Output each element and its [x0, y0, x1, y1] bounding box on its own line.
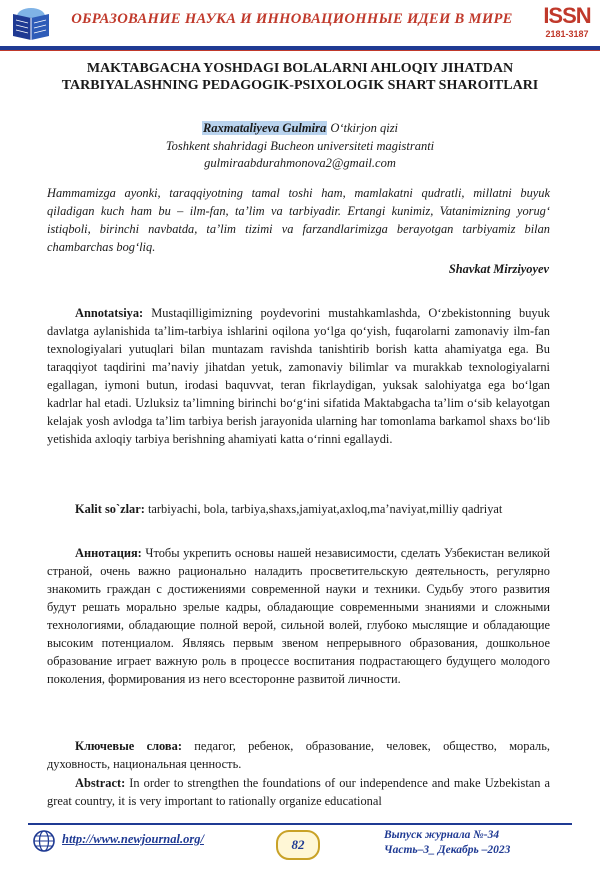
globe-icon [32, 829, 56, 853]
abstract-en-label: Abstract: [75, 776, 126, 790]
issue-line: Выпуск журнала №-34 [384, 829, 500, 841]
keywords-uz [47, 500, 550, 518]
footer-divider [28, 823, 572, 825]
annotation-ru-label: Аннотация: [75, 546, 142, 560]
keywords-ru [47, 737, 550, 773]
annotation-uz [47, 304, 550, 448]
abstract-en [47, 774, 550, 810]
author-line [40, 121, 560, 136]
book-logo-icon [8, 4, 54, 42]
epigraph-quote: Hammamizga ayonki, taraqqiyotning tamal toshi ham, mamlakatni qudratli, millatni buyuk qiladigan kuch ham bu – ilm-fan, ta’lim va tarbiyadir. Ertangi kunimiz, Vatanimizning yorug‘ istiqboli, birinchi navbatda, ta’lim tizimi va farzandlarimizga berayotgan tarbiyamiz bilan chambarchas bog‘liq. [47, 186, 550, 254]
article-title [40, 60, 560, 94]
issn-number: 2181-3187 [545, 29, 589, 39]
keywords-ru-label: Ключевые слова: [75, 739, 182, 753]
journal-title: ОБРАЗОВАНИЕ НАУКА И ИННОВАЦИОННЫЕ ИДЕИ В МИРЕ [71, 11, 513, 27]
page-number: 82 [276, 830, 320, 860]
issn-badge [540, 5, 594, 39]
annotation-uz-text: Mustaqilligimizning poydevorini mustahkamlashda, O‘zbekistonning buyuk davlatga aylanishida ta’lim-tarbiya ishlarini oqilona yo‘lga qo‘yish, fuqarolarni zamonaviy ilm-fan texnologiyalari yutuqlari bilan muntazam ravishda tanishtirib borish katta ahamiyatga ega. Bu taraqqiyot taqdirini ma’naviy jihatdan yetuk, zamonaviy bilimlar va murakkab texnologiyalarni egallagan, iymoni butun, irodasi baquvvat, teran fikrlaydigan, yuksak salohiyatga ega bo‘lgan kadrlar hal etadi. Uzluksiz ta’limning birinchi bo‘g‘ini sifatida Maktabgacha ta’lim o‘sib kelayotgan kelajak yosh avlodga ta’lim tarbiya berish jarayonida ularning har tomonlama barkamol shaxs bo‘lib yetishida axloqiy tarbiya berishning ahamiyati katta o‘rinni egallaydi. [47, 306, 550, 446]
journal-header [0, 0, 600, 46]
annotation-ru-text: Чтобы укрепить основы нашей независимости, сделать Узбекистан великой страной, очень важно рационально наладить просветительскую деятельность, регулярно знакомить граждан с достижениями современной науки и техники. Судьбу этого развития будут решать морально зрелые кадры, обладающие современными знаниями и сложными технологиями, обладающие полной верой, сильной волей, глубоко мыслящие и обладающие высоким потенциалом. Являясь первым звеном непрерывного образования, дошкольное образование играет важную роль в процессе воспитания подрастающего будущего молодого поколения, формирования из него всесторонне развитой личности. [47, 546, 550, 686]
article-title-line: MAKTABGACHA YOSHDAGI BOLALARNI AHLOQIY JIHATDAN [86, 61, 514, 76]
epigraph-author: Shavkat Mirziyoyev [448, 262, 549, 276]
journal-url-link[interactable]: http://www.newjournal.org/ [62, 832, 204, 846]
keywords-uz-label: Kalit so`zlar: [75, 502, 145, 516]
keywords-ru-text: педагог, ребенок, образование, человек, общество, мораль, духовность, национальная ценность. [47, 739, 550, 771]
author-affiliation: Toshkent shahridagi Bucheon universiteti magistranti [165, 139, 435, 153]
annotation-uz-label: Annotatsiya: [75, 306, 144, 320]
keywords-uz-text: tarbiyachi, bola, tarbiya,shaxs,jamiyat,axloq,ma’naviyat,milliy qadriyat [144, 502, 503, 516]
issn-logo: ISSN [543, 3, 591, 28]
author-email: gulmiraabdurahmonova2@gmail.com [204, 156, 396, 170]
author-patronymic: O‘tkirjon qizi [327, 121, 399, 135]
author-name: Raxmataliyeva Gulmira [202, 121, 327, 135]
abstract-en-text: In order to strengthen the foundations of our independence and make Uzbekistan a great country, it is very important to rationally organize educational [47, 776, 550, 808]
header-divider-accent [0, 50, 600, 51]
annotation-ru [47, 544, 550, 688]
issue-line: Часть–3_ Декабрь –2023 [384, 844, 511, 856]
article-title-line: TARBIYALASHNING PEDAGOGIK-PSIXOLOGIK SHART SHAROITLARI [61, 78, 539, 93]
issue-info [384, 828, 584, 858]
